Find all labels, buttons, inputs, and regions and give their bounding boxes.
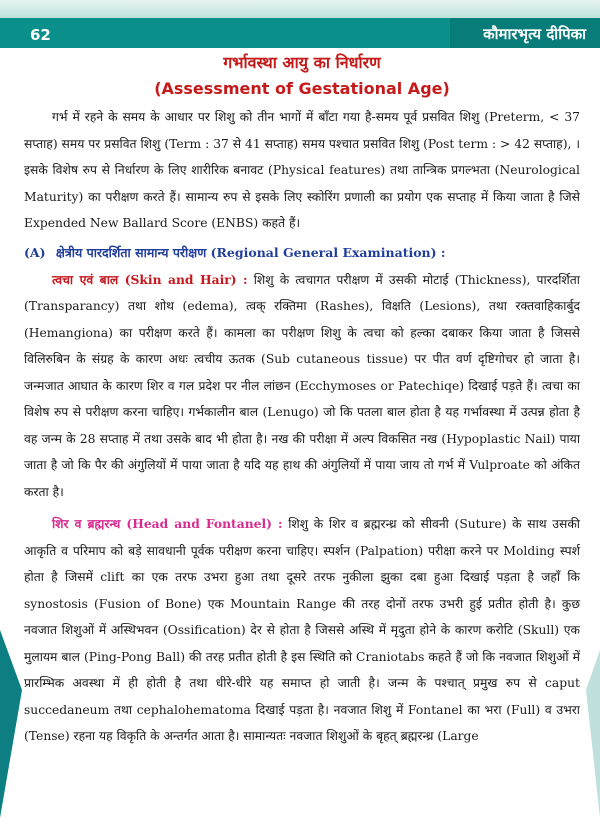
head-subheading: शिर व ब्रह्मरन्ध (Head and Fontanel) : [52, 516, 283, 531]
skin-subheading: त्वचा एवं बाल (Skin and Hair) : [52, 271, 248, 287]
head-text: शिशु के शिर व ब्रह्मरन्ध्र को सीवनी (Suture) के साथ उसकी आकृति व परिमाप को बड़े सावधानी पूर्वक परीक्षण करना चाहिए। स्पर्शन (Palpation) परीक्षा करने पर Molding स्पर्श होता है जिसमें clift का एक तरफ उभरा हुआ तथा दूसरे तरफ नुकीला झुका दबा हुआ दिखाई पड़ता है जहाँ कि synostosis (Fusion of Bone) एक Mountain Range की तरह दोनों तरफ उभरी हुई प्रतीत होती है। कुछ नवजात शिशुओं में अस्थिभवन (Ossification) देर से होता है जिससे अस्थि में मृदुता होने के कारण करोटि (Skull) एक मुलायम बाल (Ping-Pong Ball) की तरह प्रतीत होती है इस स्थिति को Craniotabs कहते हैं जो कि नवजात शिशुओं में प्रारम्भिक अवस्था में ही होती है तथा धीरे-धीरे यह समाप्त हो जाती है। जन्म के पश्चात् प्रमुख रुप से caput succedaneum तथा cephalohematoma दिखाई पड़ता है। नवजात शिशु में Fontanel का भरा (Full) व उभरा (Tense) रहना यह विकृति के अन्तर्गत आता है। सामान्यतः नवजात शिशुओं के बृहत् ब्रह्मरन्ध्र (Large [24, 517, 580, 743]
running-title: कौमारभृत्य दीपिका [483, 25, 586, 43]
skin-paragraph [24, 267, 580, 506]
section-a-label: (A) [24, 244, 46, 260]
header-shade [0, 0, 600, 20]
chapter-title: गर्भावस्था आयु का निर्धारण [223, 53, 381, 72]
skin-text: शिशु के त्वचागत परीक्षण में उसकी मोटाई (Thickness), पारदर्शिता (Transparancy) तथा शोथ (edema), त्वक् रक्तिमा (Rashes), विक्षति (Lesions), तथा रक्तवाहिकार्बुद (Hemangiona) का परीक्षण करते हैं। कामला का परीक्षण शिशु के त्वचा को हल्का दबाकर किया जाता है जिससे विलिरुबिन के संग्रह के कारण अधः त्वचीय ऊतक (Sub cutaneous tissue) पर पीत वर्ण दृष्टिगोचर हो जाता है। जन्मजात आघात के कारण शिर व गल प्रदेश पर नील लांछन (Ecchymoses or Patechiqe) दिखाई पड़ते हैं। त्वचा का विशेष रुप से परीक्षण करना चाहिए। गर्भकालीन बाल (Lenugo) जो कि पतला बाल होता है यह गर्भावस्था में उत्पन्न होता है वह जन्म के 28 सप्ताह में तथा उसके बाद भी होता है। नख की परीक्षा में अल्प विकसित नख (Hypoplastic Nail) पाया जाता है जो कि पैर की अंगुलियों में पाया जाता है यदि यह हाथ की अंगुलियों में पाया जाय तो गर्भ में Vulproate को अंकित करता है। [24, 272, 580, 499]
head-paragraph [24, 511, 580, 750]
section-a-heading [24, 239, 580, 267]
section-a-title: क्षेत्रीय पारदर्शिता सामान्य परीक्षण (Regional General Examination) : [55, 244, 446, 260]
page-body [24, 50, 580, 750]
chapter-subtitle: (Assessment of Gestational Age) [154, 79, 450, 98]
decorative-corner-right [586, 650, 600, 818]
intro-paragraph: गर्भ में रहने के समय के आधार पर शिशु को तीन भागों में बाँटा गया है-समय पूर्व प्रसवित शिशु (Preterm, < 37 सप्ताह) समय पर प्रसवित शिशु (Term : 37 से 41 सप्ताह) समय पश्चात प्रसवित शिशु (Post term : > 42 सप्ताह), । इसके विशेष रुप से निर्धारण के लिए शारीरिक बनावट (Physical features) तथा तान्त्रिक प्रगल्भता (Neurological Maturity) का परीक्षण करते हैं। सामान्य रुप से इसके लिए स्कोरिंग प्रणाली का प्रयोग एक सप्ताह में किया जाता है जिसे Expended New Ballard Score (ENBS) कहते हैं। [24, 110, 580, 230]
page-header [0, 0, 600, 48]
decorative-corner-left [0, 630, 22, 818]
page-number: 62 [30, 26, 51, 44]
